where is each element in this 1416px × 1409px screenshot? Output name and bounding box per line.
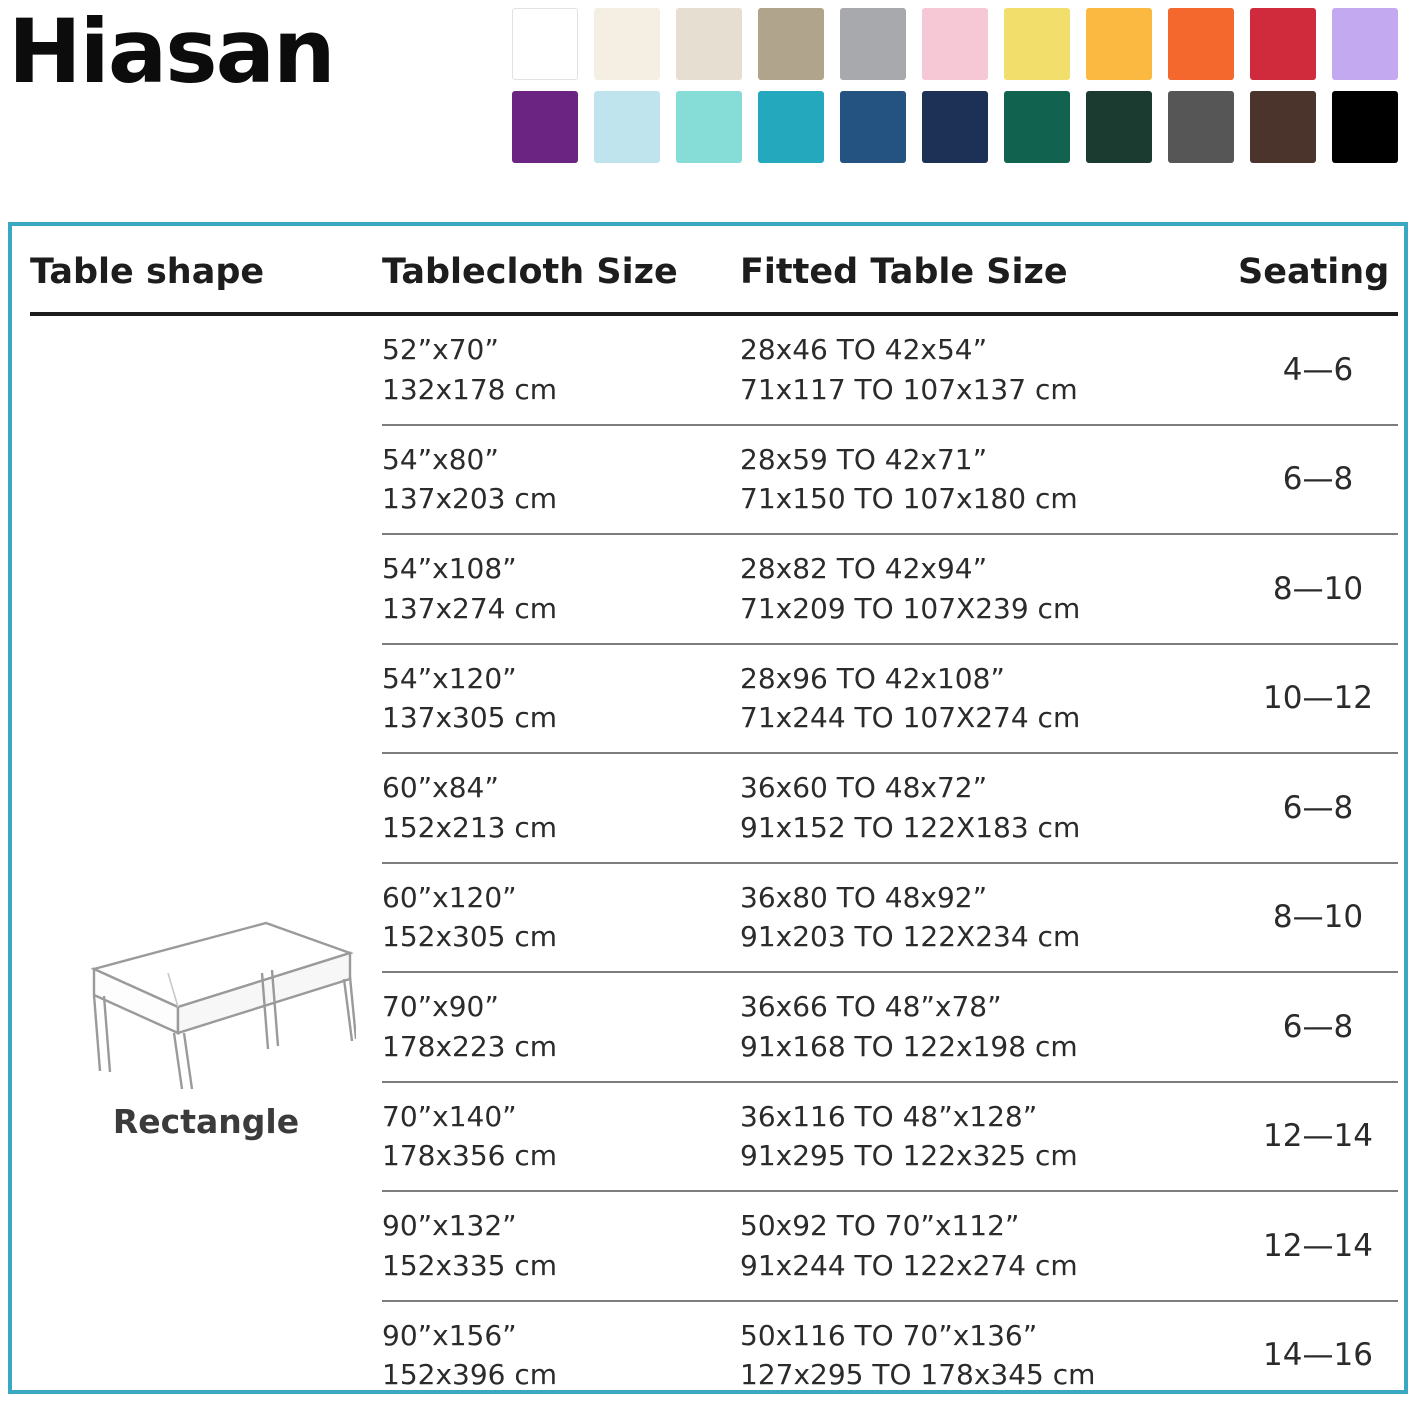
fitted-size-inches: 36x116 TO 48”x128” [740, 1097, 1238, 1137]
seating-value: 10—12 [1238, 680, 1398, 716]
cell-seating [1238, 863, 1398, 973]
brand-logo: Hiasan [8, 6, 334, 98]
cell-tablecloth-size [382, 1301, 740, 1409]
shape-label: Rectangle [113, 1102, 299, 1141]
cloth-size-inches: 54”x108” [382, 549, 740, 589]
cloth-size-inches: 90”x132” [382, 1206, 740, 1246]
seating-value: 12—14 [1238, 1118, 1398, 1154]
cell-fitted-table-size [740, 1191, 1238, 1301]
cell-tablecloth-size [382, 314, 740, 425]
fitted-size-inches: 28x46 TO 42x54” [740, 330, 1238, 370]
fitted-size-inches: 36x80 TO 48x92” [740, 878, 1238, 918]
fitted-size-inches: 36x60 TO 48x72” [740, 768, 1238, 808]
cell-fitted-table-size [740, 1301, 1238, 1409]
size-chart-card [8, 222, 1408, 1394]
seating-value: 8—10 [1238, 571, 1398, 607]
swatch-lavender [1332, 8, 1398, 80]
seating-value: 4—6 [1238, 352, 1398, 388]
fitted-size-cm: 71x150 TO 107x180 cm [740, 479, 1238, 519]
cell-tablecloth-size [382, 972, 740, 1082]
cell-fitted-table-size [740, 644, 1238, 754]
cloth-size-inches: 54”x80” [382, 440, 740, 480]
size-chart-table [30, 244, 1398, 1409]
cell-seating [1238, 644, 1398, 754]
color-swatch-row-2 [512, 91, 1398, 163]
swatch-ivory [594, 8, 660, 80]
swatch-emerald [1004, 91, 1070, 163]
swatch-light-blue [594, 91, 660, 163]
seating-value: 6—8 [1238, 461, 1398, 497]
fitted-size-cm: 71x209 TO 107X239 cm [740, 589, 1238, 629]
cell-seating [1238, 534, 1398, 644]
fitted-size-inches: 28x59 TO 42x71” [740, 440, 1238, 480]
seating-value: 6—8 [1238, 790, 1398, 826]
fitted-size-cm: 71x117 TO 107x137 cm [740, 370, 1238, 410]
cloth-size-cm: 152x335 cm [382, 1246, 740, 1286]
cloth-size-inches: 52”x70” [382, 330, 740, 370]
swatch-red [1250, 8, 1316, 80]
swatch-beige [676, 8, 742, 80]
fitted-size-cm: 91x295 TO 122x325 cm [740, 1136, 1238, 1176]
cell-table-shape [30, 644, 382, 1409]
seating-value: 8—10 [1238, 899, 1398, 935]
fitted-size-cm: 91x244 TO 122x274 cm [740, 1246, 1238, 1286]
fitted-size-cm: 91x152 TO 122X183 cm [740, 808, 1238, 848]
fitted-size-inches: 28x96 TO 42x108” [740, 659, 1238, 699]
cell-tablecloth-size [382, 863, 740, 973]
cloth-size-cm: 137x305 cm [382, 698, 740, 738]
cell-seating [1238, 1191, 1398, 1301]
table-row [30, 644, 1398, 754]
swatch-charcoal-grey [1168, 91, 1234, 163]
header-tablecloth-size: Tablecloth Size [382, 244, 740, 314]
cloth-size-cm: 178x356 cm [382, 1136, 740, 1176]
swatch-black [1332, 91, 1398, 163]
cloth-size-cm: 152x305 cm [382, 917, 740, 957]
cell-tablecloth-size [382, 425, 740, 535]
rectangle-table-icon [56, 911, 356, 1096]
cloth-size-inches: 70”x140” [382, 1097, 740, 1137]
cloth-size-inches: 70”x90” [382, 987, 740, 1027]
fitted-size-cm: 127x295 TO 178x345 cm [740, 1355, 1238, 1395]
cloth-size-cm: 137x274 cm [382, 589, 740, 629]
cell-seating [1238, 1082, 1398, 1192]
color-swatch-row-1 [512, 8, 1398, 80]
cloth-size-inches: 90”x156” [382, 1316, 740, 1356]
header-fitted-table-size: Fitted Table Size [740, 244, 1238, 314]
cloth-size-cm: 178x223 cm [382, 1027, 740, 1067]
cell-fitted-table-size [740, 863, 1238, 973]
fitted-size-cm: 71x244 TO 107X274 cm [740, 698, 1238, 738]
cell-fitted-table-size [740, 1082, 1238, 1192]
swatch-teal [758, 91, 824, 163]
swatch-dark-green [1086, 91, 1152, 163]
cell-tablecloth-size [382, 644, 740, 754]
seating-value: 6—8 [1238, 1009, 1398, 1045]
cell-fitted-table-size [740, 972, 1238, 1082]
swatch-aqua [676, 91, 742, 163]
cell-seating [1238, 425, 1398, 535]
header-table-shape: Table shape [30, 244, 382, 314]
swatch-grey [840, 8, 906, 80]
swatch-dark-brown [1250, 91, 1316, 163]
cell-fitted-table-size [740, 425, 1238, 535]
header-seating: Seating [1238, 244, 1398, 314]
fitted-size-inches: 28x82 TO 42x94” [740, 549, 1238, 589]
swatch-purple [512, 91, 578, 163]
cloth-size-inches: 54”x120” [382, 659, 740, 699]
cell-fitted-table-size [740, 534, 1238, 644]
cell-seating [1238, 753, 1398, 863]
shape-spacer-top [30, 314, 382, 644]
fitted-size-inches: 36x66 TO 48”x78” [740, 987, 1238, 1027]
swatch-taupe [758, 8, 824, 80]
size-chart-body [30, 314, 1398, 1409]
cloth-size-inches: 60”x84” [382, 768, 740, 808]
cell-fitted-table-size [740, 753, 1238, 863]
seating-value: 12—14 [1238, 1228, 1398, 1264]
seating-value: 14—16 [1238, 1337, 1398, 1373]
swatch-yellow [1004, 8, 1070, 80]
fitted-size-cm: 91x203 TO 122X234 cm [740, 917, 1238, 957]
cell-tablecloth-size [382, 1082, 740, 1192]
cloth-size-cm: 152x213 cm [382, 808, 740, 848]
cloth-size-cm: 152x396 cm [382, 1355, 740, 1395]
page-header [0, 0, 1416, 178]
table-row [30, 314, 1398, 425]
cloth-size-cm: 132x178 cm [382, 370, 740, 410]
cell-seating [1238, 314, 1398, 425]
swatch-denim-blue [840, 91, 906, 163]
swatch-orange [1168, 8, 1234, 80]
swatch-white [512, 8, 578, 80]
swatch-navy [922, 91, 988, 163]
fitted-size-inches: 50x92 TO 70”x112” [740, 1206, 1238, 1246]
cloth-size-inches: 60”x120” [382, 878, 740, 918]
cell-tablecloth-size [382, 753, 740, 863]
color-swatch-grid [512, 8, 1398, 163]
cell-fitted-table-size [740, 314, 1238, 425]
swatch-gold [1086, 8, 1152, 80]
cell-tablecloth-size [382, 534, 740, 644]
swatch-pink [922, 8, 988, 80]
fitted-size-cm: 91x168 TO 122x198 cm [740, 1027, 1238, 1067]
cloth-size-cm: 137x203 cm [382, 479, 740, 519]
table-header-row [30, 244, 1398, 314]
cell-seating [1238, 972, 1398, 1082]
cell-seating [1238, 1301, 1398, 1409]
fitted-size-inches: 50x116 TO 70”x136” [740, 1316, 1238, 1356]
cell-tablecloth-size [382, 1191, 740, 1301]
